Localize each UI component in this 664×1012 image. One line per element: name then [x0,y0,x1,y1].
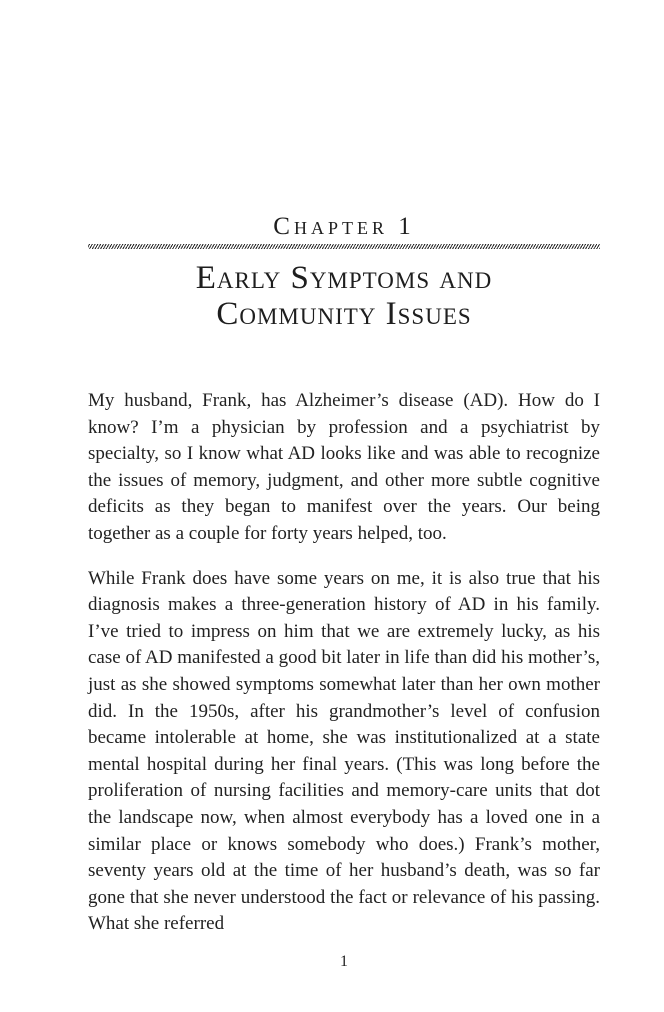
chapter-title-line-1: Early Symptoms and [195,260,493,296]
chapter-label: Chapter 1 [273,213,415,240]
body-text [88,388,600,956]
body-paragraph-2: While Frank does have some years on me, it is also true that his diagnosis makes a three-generation history of AD in his family. I’ve tried to impress on him that we are extremely lucky, as his case of AD manifested a good bit later in life than did his mother’s, just as she showed symptoms somewhat later than her own mother did. In the 1950s, after his grandmother’s level of confusion became intolerable at home, she was institutionalized at a state mental hospital during her final years. (This was long before the proliferation of nursing facilities and memory-care units that dot the landscape now, when almost everybody has a loved one in a similar place or knows somebody who does.) Frank’s mother, seventy years old at the time of her husband’s death, was so far gone that she never understood the fact or relevance of his passing. What she referred [88,567,600,935]
chapter-title [88,260,600,332]
page-number: 1 [340,953,348,970]
chapter-divider-rule [88,244,600,249]
body-paragraph-1: My husband, Frank, has Alzheimer’s disease (AD). How do I know? I’m a physician by profession and a psychiatrist by specialty, so I know what AD looks like and was able to recognize the issues of memory, judgment, and other more subtle cognitive deficits as they began to manifest over the years. Our being together as a couple for forty years helped, too. [88,390,600,544]
chapter-title-line-2: Community Issues [216,296,472,332]
